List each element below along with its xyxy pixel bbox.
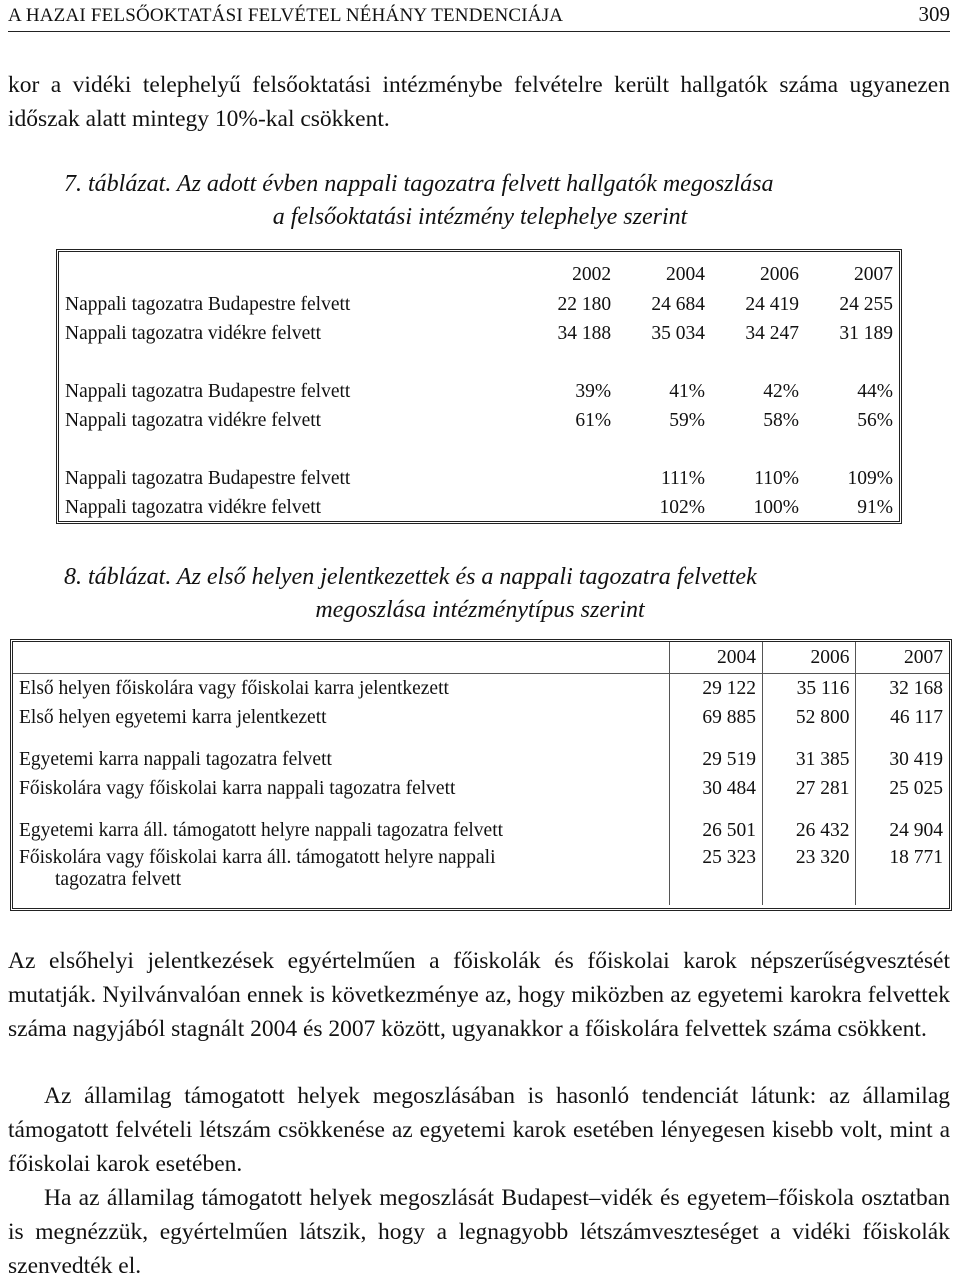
- row-label: Nappali tagozatra vidékre felvett: [65, 409, 322, 431]
- value-cell: 25 323: [669, 845, 762, 905]
- row-label: Nappali tagozatra Budapestre felvett: [65, 380, 351, 402]
- table-row: [59, 406, 899, 435]
- value-cell: 29 519: [669, 745, 762, 774]
- year-cell: 2006: [759, 264, 799, 285]
- row-label: Nappali tagozatra Budapestre felvett: [65, 467, 351, 489]
- value-cell: 42%: [763, 380, 799, 402]
- row-label: Főiskolára vagy főiskolai karra nappali tagozatra felvett: [13, 774, 669, 803]
- value-cell: 44%: [857, 380, 893, 402]
- table7-caption-line2: a felsőoktatási intézmény telephelye szerint: [272, 204, 688, 230]
- value-cell: 46 117: [890, 706, 943, 728]
- year-cell: 2007: [856, 642, 949, 674]
- value-cell: 69 885: [669, 703, 762, 732]
- value-cell: [523, 464, 617, 493]
- year-cell: 2007: [854, 264, 893, 285]
- value-cell: 27 281: [763, 774, 856, 803]
- value-cell: 29 122: [669, 674, 762, 704]
- body-paragraph-3: Ha az államilag támogatott helyek megoszlását Budapest–vidék és egyetem–főiskola osztatban is megnézzük, egyértelműen látszik, hogy a legnagyobb létszámveszteséget a vidéki főiskolák szenvedték el.: [8, 1185, 950, 1279]
- year-cell: 2004: [669, 642, 762, 674]
- value-cell: 61%: [575, 409, 612, 431]
- value-cell: 100%: [753, 496, 799, 518]
- value-cell: 91%: [857, 496, 893, 518]
- value-cell: 18 771: [889, 847, 943, 868]
- value-cell: 26 432: [763, 816, 856, 845]
- page-number: 309: [918, 2, 950, 26]
- value-cell: 34 247: [745, 322, 799, 344]
- value-cell: 56%: [857, 409, 893, 431]
- body-paragraph-2: Az államilag támogatott helyek megoszlásában is hasonló tendenciát látunk: az államilag támogatott felvételi létszám csökkenése az egyetemi karok esetében lényegesen kisebb volt, mint a főiskolai karok esetében.: [8, 1083, 950, 1177]
- value-cell: 35 034: [651, 322, 706, 344]
- running-header: [8, 0, 950, 32]
- table-row: [13, 745, 949, 774]
- year-cell: 2006: [763, 642, 856, 674]
- value-cell: 102%: [659, 496, 706, 518]
- table7-caption: [20, 168, 940, 234]
- value-cell: 22 180: [557, 293, 612, 315]
- row-label: Nappali tagozatra Budapestre felvett: [65, 293, 351, 315]
- table-row: [13, 674, 949, 704]
- row-label: [13, 845, 669, 905]
- value-cell: 110%: [754, 467, 799, 489]
- running-title: A HAZAI FELSŐOKTATÁSI FELVÉTEL NÉHÁNY TENDENCIÁJA: [8, 5, 564, 26]
- value-cell: 24 684: [651, 293, 706, 315]
- table-row: [13, 845, 949, 905]
- value-cell: 31 189: [839, 322, 893, 344]
- value-cell: 31 385: [763, 745, 856, 774]
- table8-caption-line2: megoszlása intézménytípus szerint: [315, 597, 645, 623]
- value-cell: 24 255: [839, 293, 893, 315]
- value-cell: 35 116: [763, 674, 856, 704]
- value-cell: 24 419: [745, 293, 799, 315]
- value-cell: 23 320: [763, 845, 856, 905]
- table7-year-header: [59, 252, 899, 290]
- table-row: [59, 464, 899, 493]
- table-row: [59, 319, 899, 348]
- value-cell: 24 904: [889, 819, 943, 841]
- value-cell: 26 501: [669, 816, 762, 845]
- value-cell: 34 188: [557, 322, 612, 344]
- value-cell: 39%: [575, 380, 612, 402]
- row-label: Egyetemi karra nappali tagozatra felvett: [13, 745, 669, 774]
- value-cell: [523, 493, 617, 522]
- table7: [56, 249, 902, 524]
- value-cell: 32 168: [889, 677, 943, 699]
- value-cell: 30 419: [889, 748, 943, 770]
- row-label: Egyetemi karra áll. támogatott helyre nappali tagozatra felvett: [13, 816, 669, 845]
- table8-caption-line1: 8. táblázat. Az első helyen jelentkezettek és a nappali tagozatra felvettek: [64, 564, 757, 590]
- table-row: [13, 703, 949, 732]
- table-row: [59, 493, 899, 522]
- value-cell: 109%: [847, 467, 893, 489]
- table-row: [59, 290, 899, 319]
- year-cell: 2004: [666, 264, 706, 285]
- table-row: [59, 377, 899, 406]
- row-label-continuation: tagozatra felvett: [55, 869, 182, 890]
- value-cell: 30 484: [669, 774, 762, 803]
- value-cell: 58%: [763, 409, 799, 431]
- value-cell: 52 800: [763, 703, 856, 732]
- table-row: [13, 816, 949, 845]
- year-cell: 2002: [572, 264, 612, 285]
- value-cell: 25 025: [889, 777, 943, 799]
- intro-paragraph: kor a vidéki telephelyű felsőoktatási intézménybe felvételre került hallgatók száma ugyanezen időszak alatt mintegy 10%-kal csökkent.: [8, 72, 950, 132]
- body-paragraph-1: Az elsőhelyi jelentkezések egyértelműen a főiskolák és főiskolai karok népszerűségvesztését mutatják. Nyilvánvalóan ennek is következménye az, hogy miközben az egyetemi karokra felvettek száma nagyjából stagnált 2004 és 2007 között, ugyanakkor a főiskolára felvettek száma csökkent.: [8, 948, 950, 1042]
- row-label: Nappali tagozatra vidékre felvett: [65, 496, 322, 518]
- table8-year-header: [13, 642, 949, 674]
- table8: [10, 639, 952, 911]
- value-cell: 41%: [669, 380, 706, 402]
- table-row: [13, 774, 949, 803]
- value-cell: 59%: [669, 409, 706, 431]
- row-label: Nappali tagozatra vidékre felvett: [65, 322, 322, 344]
- value-cell: 111%: [660, 467, 706, 489]
- table8-caption: [20, 561, 940, 627]
- row-label: Első helyen főiskolára vagy főiskolai karra jelentkezett: [13, 674, 669, 704]
- table7-caption-line1: 7. táblázat. Az adott évben nappali tagozatra felvett hallgatók megoszlása: [64, 171, 774, 197]
- row-label-line: Főiskolára vagy főiskolai karra áll. támogatott helyre nappali: [19, 847, 496, 868]
- row-label: Első helyen egyetemi karra jelentkezett: [13, 703, 669, 732]
